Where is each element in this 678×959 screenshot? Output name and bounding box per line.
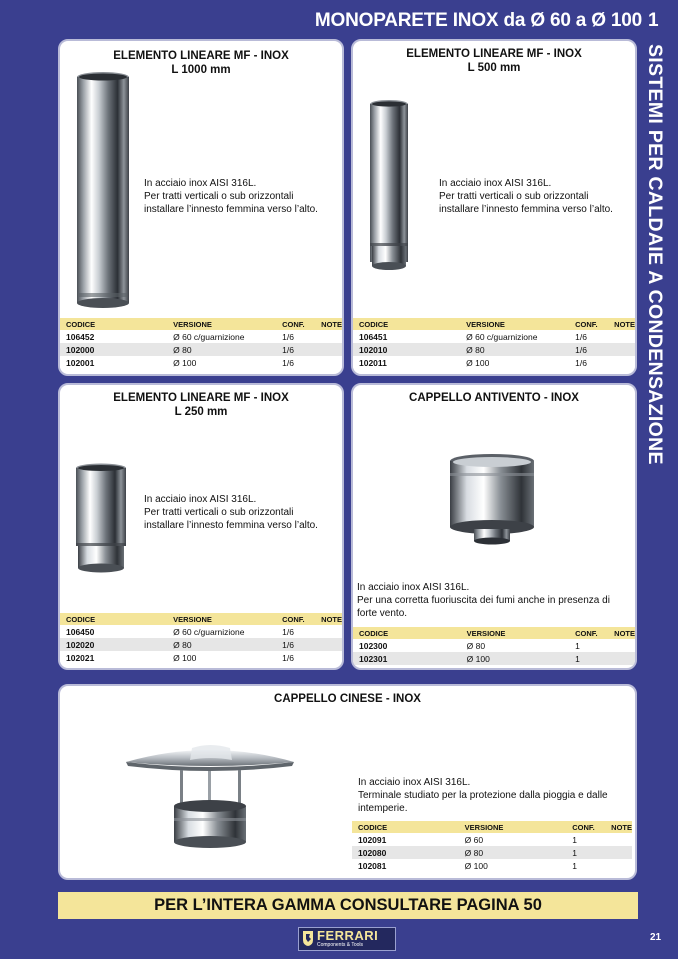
cell-conf: 1 — [566, 833, 605, 846]
table-row — [352, 846, 632, 859]
ferrari-logo — [298, 927, 396, 951]
cell-conf: 1 — [566, 859, 605, 872]
description-line: Per una corretta fuoriuscita dei fumi anche in presenza di — [357, 595, 610, 606]
spec-table — [353, 627, 635, 665]
col-header-conf: CONF. — [276, 613, 315, 625]
description-line: intemperie. — [358, 803, 408, 814]
table-row — [60, 356, 342, 369]
cell-note — [315, 356, 342, 369]
antivento-cap-image — [447, 453, 537, 547]
cell-version: Ø 100 — [459, 859, 567, 872]
table-header-row — [353, 627, 635, 639]
cell-version: Ø 80 — [167, 343, 276, 356]
cell-note — [315, 638, 342, 651]
description-line: Terminale studiato per la protezione dalla pioggia e dalle — [358, 790, 608, 801]
panel-subtitle: L 500 mm — [467, 62, 521, 74]
col-header-version: VERSIONE — [167, 318, 276, 330]
cell-conf: 1/6 — [276, 356, 315, 369]
cell-version: Ø 80 — [167, 638, 276, 651]
col-header-code: CODICE — [352, 821, 459, 833]
cell-code: 102021 — [60, 651, 167, 664]
col-header-note: NOTE — [605, 821, 632, 833]
description-line: Per tratti verticali o sub orizzontali — [144, 191, 294, 202]
product-panel-l250 — [58, 383, 344, 670]
table-row — [60, 330, 342, 343]
pipe-250-image — [74, 463, 128, 575]
cell-code: 102081 — [352, 859, 459, 872]
side-title — [643, 44, 669, 564]
cell-code: 106452 — [60, 330, 167, 343]
product-panel-l500 — [351, 39, 637, 376]
panel-title: ELEMENTO LINEARE MF - INOX — [113, 50, 289, 62]
table-header-row — [60, 318, 342, 330]
cell-conf: 1/6 — [569, 343, 608, 356]
logo-name: FERRARI — [317, 928, 379, 943]
col-header-code: CODICE — [60, 613, 167, 625]
col-header-code: CODICE — [353, 627, 461, 639]
cell-conf: 1/6 — [276, 343, 315, 356]
col-header-note: NOTE — [315, 318, 342, 330]
col-header-conf: CONF. — [566, 821, 605, 833]
cell-note — [608, 639, 635, 652]
cinese-cap-image — [122, 740, 298, 852]
col-header-code: CODICE — [60, 318, 167, 330]
panel-subtitle: L 250 mm — [174, 406, 228, 418]
col-header-version: VERSIONE — [459, 821, 567, 833]
cell-code: 102301 — [353, 652, 461, 665]
cell-conf: 1/6 — [569, 330, 608, 343]
description-line: In acciaio inox AISI 316L. — [144, 494, 257, 505]
cell-code: 102300 — [353, 639, 461, 652]
col-header-version: VERSIONE — [460, 318, 569, 330]
description-line: In acciaio inox AISI 316L. — [144, 178, 257, 189]
col-header-code: CODICE — [353, 318, 460, 330]
cell-note — [608, 356, 635, 369]
cell-code: 102001 — [60, 356, 167, 369]
section-number: 1 — [648, 10, 659, 31]
table-row — [60, 343, 342, 356]
table-row — [353, 639, 635, 652]
table-row — [60, 638, 342, 651]
product-description — [144, 177, 318, 216]
panel-title: CAPPELLO ANTIVENTO - INOX — [409, 392, 579, 404]
cell-note — [315, 343, 342, 356]
cell-conf: 1 — [569, 639, 608, 652]
product-panel-cappello-cinese — [58, 684, 637, 880]
panel-title: CAPPELLO CINESE - INOX — [274, 693, 421, 705]
cell-conf: 1 — [569, 652, 608, 665]
description-line: Per tratti verticali o sub orizzontali — [144, 507, 294, 518]
cell-version: Ø 60 c/guarnizione — [167, 330, 276, 343]
cell-note — [608, 343, 635, 356]
cell-version: Ø 100 — [460, 356, 569, 369]
spec-table — [352, 821, 632, 872]
cell-note — [315, 651, 342, 664]
cell-version: Ø 80 — [460, 343, 569, 356]
spec-table — [60, 613, 342, 664]
description-line: Per tratti verticali o sub orizzontali — [439, 191, 589, 202]
product-description — [144, 493, 318, 532]
table-header-row — [60, 613, 342, 625]
cell-version: Ø 80 — [461, 639, 569, 652]
cell-note — [605, 833, 632, 846]
description-line: installare l’innesto femmina verso l’alto. — [439, 204, 613, 215]
cell-note — [315, 625, 342, 638]
col-header-conf: CONF. — [569, 627, 608, 639]
cell-code: 102020 — [60, 638, 167, 651]
pipe-500-image — [369, 99, 409, 271]
spec-table — [353, 318, 635, 369]
col-header-version: VERSIONE — [461, 627, 569, 639]
logo-tagline: Components & Tools — [317, 942, 364, 948]
cell-code: 102091 — [352, 833, 459, 846]
cell-note — [315, 330, 342, 343]
horse-emblem-icon — [301, 930, 315, 947]
cell-note — [605, 859, 632, 872]
col-header-note: NOTE — [608, 627, 635, 639]
panel-subtitle: L 1000 mm — [171, 64, 231, 76]
page-number: 21 — [650, 932, 662, 943]
table-row — [353, 343, 635, 356]
cell-code: 102080 — [352, 846, 459, 859]
cell-code: 102011 — [353, 356, 460, 369]
panel-title: ELEMENTO LINEARE MF - INOX — [406, 48, 582, 60]
side-title-text: SISTEMI PER CALDAIE A CONDENSAZIONE — [644, 44, 666, 465]
table-row — [353, 330, 635, 343]
cell-version: Ø 100 — [461, 652, 569, 665]
cell-version: Ø 100 — [167, 356, 276, 369]
spec-table — [60, 318, 342, 369]
cell-note — [608, 330, 635, 343]
description-line: In acciaio inox AISI 316L. — [357, 582, 470, 593]
table-row — [60, 625, 342, 638]
table-header-row — [352, 821, 632, 833]
description-line: In acciaio inox AISI 316L. — [358, 777, 471, 788]
product-description — [357, 581, 610, 620]
description-line: forte vento. — [357, 608, 408, 619]
table-row — [352, 859, 632, 872]
page-title: MONOPARETE INOX da Ø 60 a Ø 100 — [314, 10, 642, 31]
cell-conf: 1/6 — [276, 638, 315, 651]
cell-code: 106451 — [353, 330, 460, 343]
description-line: installare l’innesto femmina verso l’alto. — [144, 520, 318, 531]
cell-conf: 1/6 — [276, 651, 315, 664]
cell-code: 106450 — [60, 625, 167, 638]
cell-conf: 1/6 — [569, 356, 608, 369]
pipe-1000-image — [75, 71, 131, 311]
product-panel-cappello-antivento — [351, 383, 637, 670]
table-row — [353, 356, 635, 369]
table-row — [60, 651, 342, 664]
cell-version: Ø 60 c/guarnizione — [460, 330, 569, 343]
cell-version: Ø 80 — [459, 846, 567, 859]
table-header-row — [353, 318, 635, 330]
col-header-conf: CONF. — [569, 318, 608, 330]
product-panel-l1000 — [58, 39, 344, 376]
cell-version: Ø 100 — [167, 651, 276, 664]
col-header-note: NOTE — [315, 613, 342, 625]
table-row — [352, 833, 632, 846]
catalog-reference-banner: PER L’INTERA GAMMA CONSULTARE PAGINA 50 — [58, 892, 638, 919]
cell-conf: 1/6 — [276, 330, 315, 343]
col-header-note: NOTE — [608, 318, 635, 330]
description-line: In acciaio inox AISI 316L. — [439, 178, 552, 189]
table-row — [353, 652, 635, 665]
cell-code: 102010 — [353, 343, 460, 356]
product-description — [358, 776, 608, 815]
cell-version: Ø 60 — [459, 833, 567, 846]
panel-title: ELEMENTO LINEARE MF - INOX — [113, 392, 289, 404]
cell-note — [608, 652, 635, 665]
col-header-conf: CONF. — [276, 318, 315, 330]
product-description — [439, 177, 613, 216]
col-header-version: VERSIONE — [167, 613, 276, 625]
cell-conf: 1/6 — [276, 625, 315, 638]
cell-conf: 1 — [566, 846, 605, 859]
cell-version: Ø 60 c/guarnizione — [167, 625, 276, 638]
cell-code: 102000 — [60, 343, 167, 356]
cell-note — [605, 846, 632, 859]
description-line: installare l’innesto femmina verso l’alto. — [144, 204, 318, 215]
